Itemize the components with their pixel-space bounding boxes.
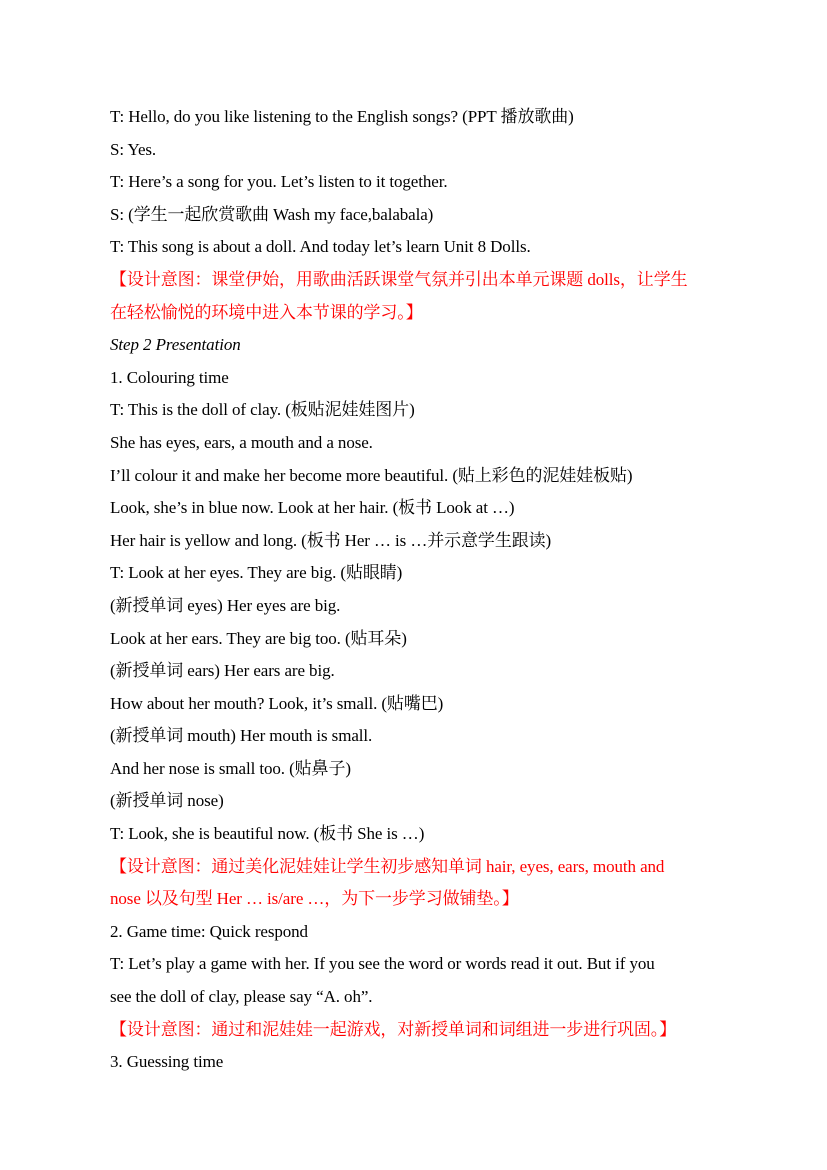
lesson-plan-content [110,101,750,1079]
cont-line-mouth-small: How about her mouth? Look, it’s small. (贴嘴巴) [110,693,444,713]
design-intent-note-2-line-2: nose 以及句型 Her … is/are …，为下一步学习做铺垫。】 [110,889,519,909]
cont-line-new-word-ears: (新授单词 ears) Her ears are big. [110,661,335,681]
cont-line-she-has: She has eyes, ears, a mouth and a nose. [110,432,373,452]
cont-line-new-word-eyes: (新授单词 eyes) Her eyes are big. [110,595,341,615]
dialog-line-teacher-greeting: T: Hello, do you like listening to the English songs? (PPT 播放歌曲) [110,107,574,126]
section-1-colouring-time: 1. Colouring time [110,367,229,387]
cont-line-colour-it: I’ll colour it and make her become more beautiful. (贴上彩色的泥娃娃板贴) [110,465,633,485]
dialog-line-play-game: T: Let’s play a game with her. If you see the word or words read it out. But if you [110,954,655,974]
design-intent-note-1-line-1: 【设计意图：课堂伊始，用歌曲活跃课堂气氛并引出本单元课题 dolls，让学生 [110,269,688,289]
step-2-heading: Step 2 Presentation [110,335,241,355]
cont-line-hair-yellow: Her hair is yellow and long. (板书 Her … is …并示意学生跟读) [110,530,552,550]
dialog-line-teacher-unit: T: This song is about a doll. And today let’s learn Unit 8 Dolls. [110,237,531,257]
cont-line-look-ears: Look at her ears. They are big too. (贴耳朵) [110,628,407,648]
cont-line-in-blue: Look, she’s in blue now. Look at her hair. (板书 Look at …) [110,498,515,518]
cont-line-say-a-oh: see the doll of clay, please say “A. oh”. [110,987,373,1007]
dialog-line-doll-of-clay: T: This is the doll of clay. (板贴泥娃娃图片) [110,400,415,420]
section-3-guessing-time: 3. Guessing time [110,1052,224,1072]
cont-line-new-word-mouth: (新授单词 mouth) Her mouth is small. [110,726,373,746]
design-intent-note-2-line-1: 【设计意图：通过美化泥娃娃让学生初步感知单词 hair, eyes, ears, mouth and [110,856,665,876]
dialog-line-student-yes: S: Yes. [110,139,157,159]
dialog-line-beautiful-now: T: Look, she is beautiful now. (板书 She is …) [110,824,425,844]
dialog-line-teacher-song: T: Here’s a song for you. Let’s listen to it together. [110,172,448,192]
design-intent-note-3: 【设计意图：通过和泥娃娃一起游戏，对新授单词和词组进一步进行巩固。】 [110,1019,677,1039]
design-intent-note-1-line-2: 在轻松愉悦的环境中进入本节课的学习。】 [110,302,423,322]
cont-line-nose-small: And her nose is small too. (贴鼻子) [110,758,351,778]
dialog-line-look-eyes: T: Look at her eyes. They are big. (贴眼睛) [110,563,403,583]
section-2-game-time: 2. Game time: Quick respond [110,921,308,941]
cont-line-new-word-nose: (新授单词 nose) [110,791,224,811]
dialog-line-student-listen: S: (学生一起欣赏歌曲 Wash my face,balabala) [110,204,434,224]
